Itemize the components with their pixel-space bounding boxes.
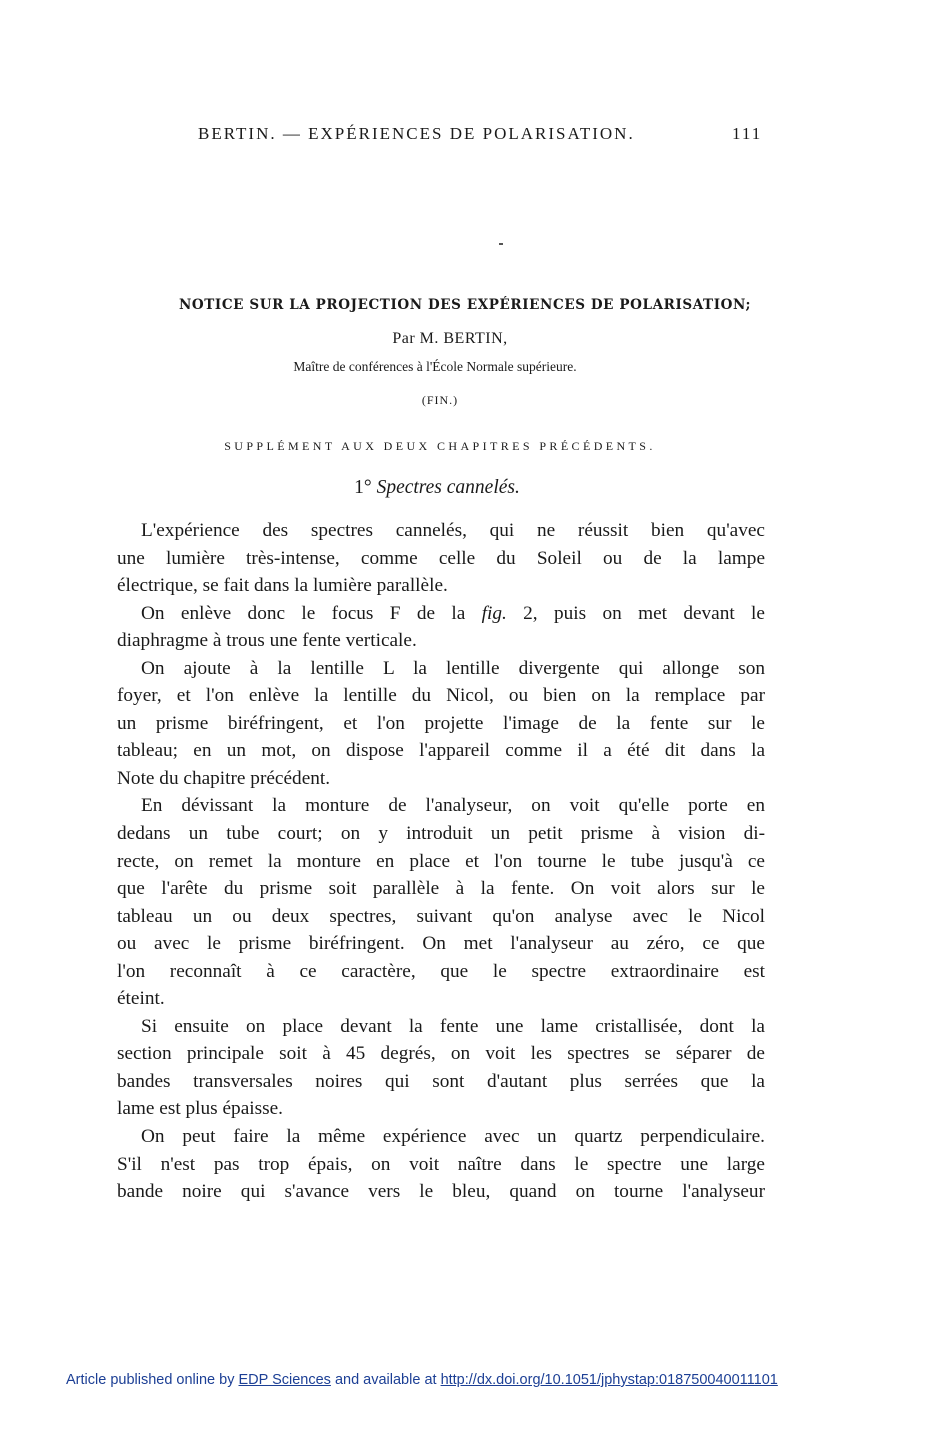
page-number: 111 xyxy=(732,124,763,143)
author-line: Par M. BERTIN, xyxy=(392,330,508,347)
paragraph-line: bande noire qui s'avance vers le bleu, quand on tourne l'analyseur xyxy=(117,1181,765,1203)
body-text xyxy=(117,517,765,1206)
paragraph-line: bandes transversales noires qui sont d'autant plus serrées que la xyxy=(117,1070,765,1092)
paragraph-line: ou avec le prisme biréfringent. On met l'analyseur au zéro, ce que xyxy=(117,933,765,955)
paragraph-line: que l'arête du prisme soit parallèle à la fente. On voit alors sur le xyxy=(117,878,765,900)
doi-link[interactable]: http://dx.doi.org/10.1051/jphystap:018750040011101 xyxy=(440,1372,778,1388)
paragraph-line: une lumière très-intense, comme celle du Soleil ou de la lampe xyxy=(117,547,765,569)
paragraph-line: éteint. xyxy=(117,988,165,1010)
publisher-link[interactable]: EDP Sciences xyxy=(238,1372,331,1388)
paragraph-line: section principale soit à 45 degrés, on voit les spectres se séparer de xyxy=(117,1043,765,1065)
publication-footer xyxy=(66,1372,778,1388)
section-heading xyxy=(0,477,874,499)
paragraph-line: recte, on remet la monture en place et l'on tourne le tube jusqu'à ce xyxy=(117,850,765,872)
footer-middle: and available at xyxy=(334,1372,437,1388)
paragraph-line: On peut faire la même expérience avec un quartz perpendiculaire. xyxy=(141,1126,765,1148)
paragraph-line-fig-ref xyxy=(117,600,765,628)
paragraph-line: L'expérience des spectres cannelés, qui ne réussit bien qu'avec xyxy=(141,520,765,541)
paragraph-line: On ajoute à la lentille L la lentille divergente qui allonge son xyxy=(141,657,765,679)
paragraph-line: diaphragme à trous une fente verticale. xyxy=(117,630,417,652)
section-number: 1° xyxy=(354,477,372,498)
paragraph-line: tableau un ou deux spectres, suivant qu'on analyse avec le Nicol xyxy=(117,905,765,927)
notice-title: NOTICE SUR LA PROJECTION DES EXPÉRIENCES DE POLARISATION; xyxy=(178,297,752,313)
running-head: BERTIN. — EXPÉRIENCES DE POLARISATION. xyxy=(198,124,635,143)
paragraph-line: tableau; en un mot, on dispose l'appareil comme il a été dit dans la xyxy=(117,740,765,762)
print-speck xyxy=(499,243,503,245)
paragraph-line: électrique, se fait dans la lumière parallèle. xyxy=(117,575,448,597)
supplement-heading: SUPPLÉMENT AUX DEUX CHAPITRES PRÉCÉDENTS. xyxy=(224,439,656,453)
text-segment: On enlève donc le focus F de la xyxy=(141,602,466,624)
paragraph-line: Note du chapitre précédent. xyxy=(117,767,331,789)
text-segment: 2, puis on met devant le xyxy=(523,602,765,624)
figure-reference: fig. xyxy=(481,602,507,624)
paragraph-line: lame est plus épaisse. xyxy=(117,1098,283,1120)
paragraph-line: foyer, et l'on enlève la lentille du Nicol, ou bien on la remplace par xyxy=(117,685,765,707)
paragraph-line: dedans un tube court; on y introduit un petit prisme à vision di- xyxy=(117,823,765,845)
section-title: Spectres cannelés. xyxy=(376,477,520,498)
author-affiliation: Maître de conférences à l'École Normale supérieure. xyxy=(293,359,577,374)
footer-prefix: Article published online by xyxy=(66,1372,235,1388)
paragraph-line: S'il n'est pas trop épais, on voit naître dans le spectre une large xyxy=(117,1153,765,1175)
paragraph-line: l'on reconnaît à ce caractère, que le spectre extraordinaire est xyxy=(117,960,765,982)
paragraph-line: Si ensuite on place devant la fente une lame cristallisée, dont la xyxy=(141,1015,765,1037)
fin-marker: (FIN.) xyxy=(421,393,459,407)
paragraph-line: un prisme biréfringent, et l'on projette l'image de la fente sur le xyxy=(117,712,765,734)
paragraph-line: En dévissant la monture de l'analyseur, on voit qu'elle porte en xyxy=(141,795,765,817)
